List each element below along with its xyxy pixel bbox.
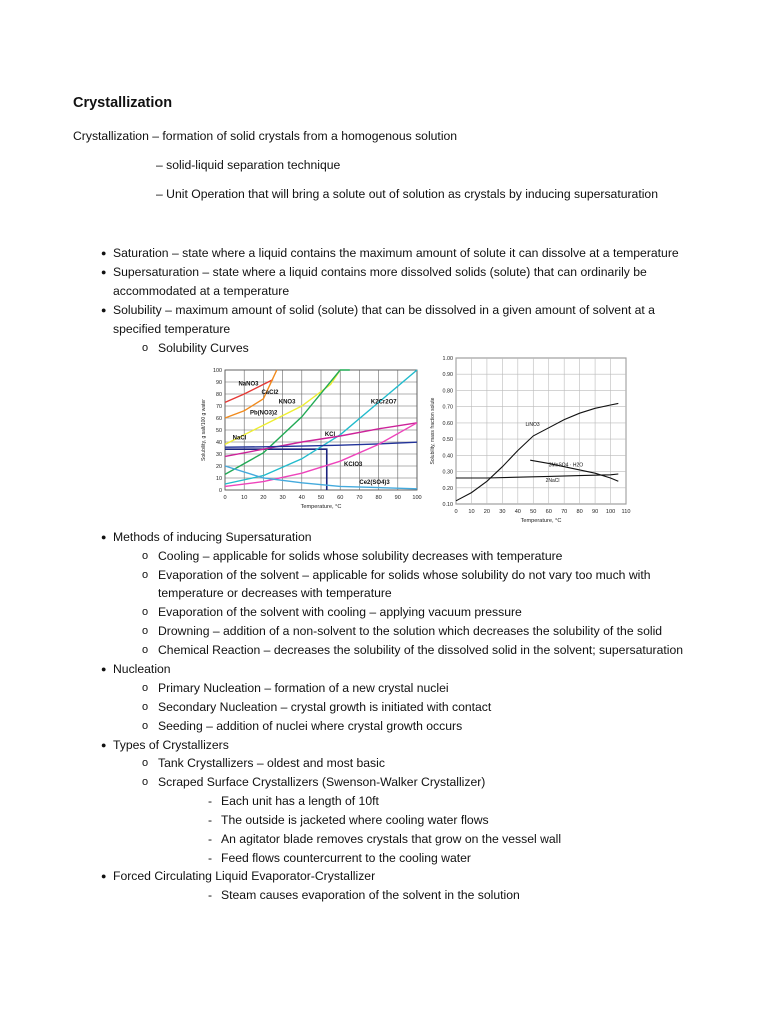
curve-annotation: NaCl <box>232 435 247 442</box>
definition-line: Crystallization – formation of solid crystals from a homogenous solution <box>73 129 458 143</box>
x-tick-label: 80 <box>576 509 583 515</box>
curve-annotation: K2Cr2O7 <box>370 399 397 406</box>
curve-annotation: NaNO3 <box>238 381 259 388</box>
circle-marker: o <box>142 606 149 618</box>
dash-marker: - <box>208 888 213 902</box>
dash-marker: - <box>208 832 213 846</box>
circle-marker: o <box>142 625 149 637</box>
method-drowning: Drowning – addition of a non-solvent to the solution which decreases the solubility of the solid <box>158 624 663 638</box>
curve-annotation: 3MnSO4 · H2O <box>548 462 584 469</box>
curve-annotation: Pb(NO3)2 <box>249 410 278 417</box>
y-tick-label: 80 <box>216 392 222 398</box>
curve-annotation: Ce2(SO4)3 <box>359 480 390 486</box>
plot-frame <box>456 358 626 504</box>
bullet-marker: ● <box>101 248 107 258</box>
bullet-marker: ● <box>101 871 107 881</box>
x-tick-label: 30 <box>499 509 506 515</box>
x-tick-label: 50 <box>530 509 537 515</box>
x-tick-label: 10 <box>241 495 248 501</box>
y-tick-label: 20 <box>216 464 222 470</box>
y-tick-label: 90 <box>216 380 222 386</box>
curve-annotation: LiNO3 <box>525 422 540 429</box>
solubility-curves-label: Solubility Curves <box>158 341 249 355</box>
circle-marker: o <box>142 701 149 713</box>
scraped-surface-crystallizers: Scraped Surface Crystallizers (Swenson-Walker Crystallizer) <box>158 775 486 789</box>
circle-marker: o <box>142 644 149 656</box>
page-title: Crystallization <box>73 95 173 111</box>
circle-marker: o <box>142 757 149 769</box>
x-tick-label: 90 <box>394 495 401 501</box>
method-cooling: Cooling – applicable for solids whose solubility decreases with temperature <box>158 549 563 563</box>
x-tick-label: 100 <box>412 495 422 501</box>
y-tick-label: 0 <box>219 488 222 494</box>
solubility-chart-salts <box>192 360 432 520</box>
method-chemical-reaction: Chemical Reaction – decreases the solubility of the dissolved solid in the solvent; supersaturation <box>158 643 684 657</box>
x-tick-label: 80 <box>375 495 382 501</box>
circle-marker: o <box>142 682 149 694</box>
y-tick-label: 40 <box>216 440 222 446</box>
x-tick-label: 90 <box>591 509 599 515</box>
circle-marker: o <box>142 569 149 581</box>
nucleation-primary: Primary Nucleation – formation of a new crystal nuclei <box>158 681 449 695</box>
scraped-detail-jacket: The outside is jacketed where cooling water flows <box>221 813 489 827</box>
y-tick-label: 0.90 <box>442 372 453 379</box>
dash-marker: - <box>208 851 213 865</box>
y-tick-label: 0.10 <box>442 502 453 508</box>
x-tick-label: 20 <box>483 509 491 515</box>
x-tick-label: 10 <box>468 509 475 515</box>
solubility-item: Solubility – maximum amount of solid (solute) that can be dissolved in a given amount of solvent at a <box>113 303 655 317</box>
x-tick-label: 100 <box>605 509 616 515</box>
definition-unit-operation: – Unit Operation that will bring a solute out of solution as crystals by inducing supersaturation <box>156 187 658 201</box>
y-tick-label: 0.20 <box>442 485 453 492</box>
bullet-marker: ● <box>101 664 107 674</box>
y-tick-label: 1.00 <box>442 356 453 362</box>
curve-annotation: 2NaCl <box>545 478 560 485</box>
methods-heading: Methods of inducing Supersaturation <box>113 530 312 544</box>
x-tick-label: 60 <box>337 495 344 501</box>
y-tick-label: 30 <box>216 452 222 458</box>
crystallizer-types-heading: Types of Crystallizers <box>113 738 229 752</box>
curve-annotation: KNO3 <box>278 399 296 406</box>
supersaturation-item-cont: accommodated at a temperature <box>113 284 290 298</box>
y-tick-label: 0.80 <box>442 388 453 395</box>
curve-annotation: CaCl2 <box>261 390 279 396</box>
saturation-item: Saturation – state where a liquid contains the maximum amount of solute it can dissolve at a temperature <box>113 246 679 260</box>
nucleation-seeding: Seeding – addition of nuclei where crystal growth occurs <box>158 719 463 733</box>
circle-marker: o <box>142 776 149 788</box>
x-tick-label: 30 <box>279 495 286 501</box>
y-tick-label: 0.60 <box>442 420 453 427</box>
nucleation-heading: Nucleation <box>113 662 171 676</box>
x-tick-label: 60 <box>545 509 552 515</box>
bullet-marker: ● <box>101 305 107 315</box>
bullet-marker: ● <box>101 740 107 750</box>
y-tick-label: 100 <box>213 368 222 374</box>
curve-annotation: KClO3 <box>344 462 363 468</box>
circle-marker: o <box>142 550 149 562</box>
circle-marker: o <box>142 720 149 732</box>
tank-crystallizers: Tank Crystallizers – oldest and most basic <box>158 756 385 770</box>
x-tick-label: 0 <box>223 495 227 501</box>
y-tick-label: 70 <box>216 404 222 410</box>
x-tick-label: 40 <box>298 495 305 501</box>
method-evaporation-cooling: Evaporation of the solvent with cooling – applying vacuum pressure <box>158 605 522 619</box>
supersaturation-item: Supersaturation – state where a liquid contains more dissolved solids (solute) that can ordinarily be <box>113 265 647 279</box>
scraped-detail-feed: Feed flows countercurrent to the cooling water <box>221 851 471 865</box>
x-tick-label: 40 <box>514 509 521 515</box>
scraped-detail-agitator: An agitator blade removes crystals that grow on the vessel wall <box>221 832 562 846</box>
forced-circulating-heading: Forced Circulating Liquid Evaporator-Crystallizer <box>113 869 376 883</box>
x-axis-label: Temperature, °C <box>520 518 562 524</box>
method-evaporation-cont: temperature or decreases with temperature <box>158 586 392 600</box>
x-tick-label: 0 <box>454 509 458 515</box>
x-tick-label: 50 <box>317 495 325 501</box>
curve-annotation: KCl <box>324 432 336 438</box>
y-tick-label: 50 <box>216 428 222 434</box>
x-tick-label: 70 <box>561 509 568 515</box>
solubility-chart-mass-fraction <box>420 348 650 538</box>
y-axis-label: Solubility, mass fraction solute <box>430 397 436 465</box>
x-axis-label: Temperature, °C <box>300 504 342 510</box>
nucleation-secondary: Secondary Nucleation – crystal growth is initiated with contact <box>158 700 492 714</box>
dash-marker: - <box>208 813 213 827</box>
y-tick-label: 10 <box>216 476 222 482</box>
y-tick-label: 0.30 <box>442 469 453 476</box>
y-tick-label: 0.40 <box>442 453 453 460</box>
bullet-marker: ● <box>101 532 107 542</box>
y-tick-label: 0.70 <box>442 404 453 411</box>
dash-marker: - <box>208 794 213 808</box>
scraped-detail-length: Each unit has a length of 10ft <box>221 794 379 808</box>
x-tick-label: 70 <box>356 495 363 501</box>
x-tick-label: 110 <box>621 509 631 515</box>
definition-technique: – solid-liquid separation technique <box>156 158 341 172</box>
y-tick-label: 60 <box>216 416 222 422</box>
method-evaporation: Evaporation of the solvent – applicable for solids whose solubility do not vary too much with <box>158 568 651 582</box>
forced-detail-steam: Steam causes evaporation of the solvent in the solution <box>221 888 520 902</box>
y-axis-label: Solubility, g salt/100 g water <box>201 399 207 461</box>
y-tick-label: 0.50 <box>442 437 453 444</box>
x-tick-label: 20 <box>260 495 267 501</box>
solubility-item-cont: specified temperature <box>113 322 231 336</box>
bullet-marker: ● <box>101 267 107 277</box>
circle-marker: o <box>142 342 149 354</box>
